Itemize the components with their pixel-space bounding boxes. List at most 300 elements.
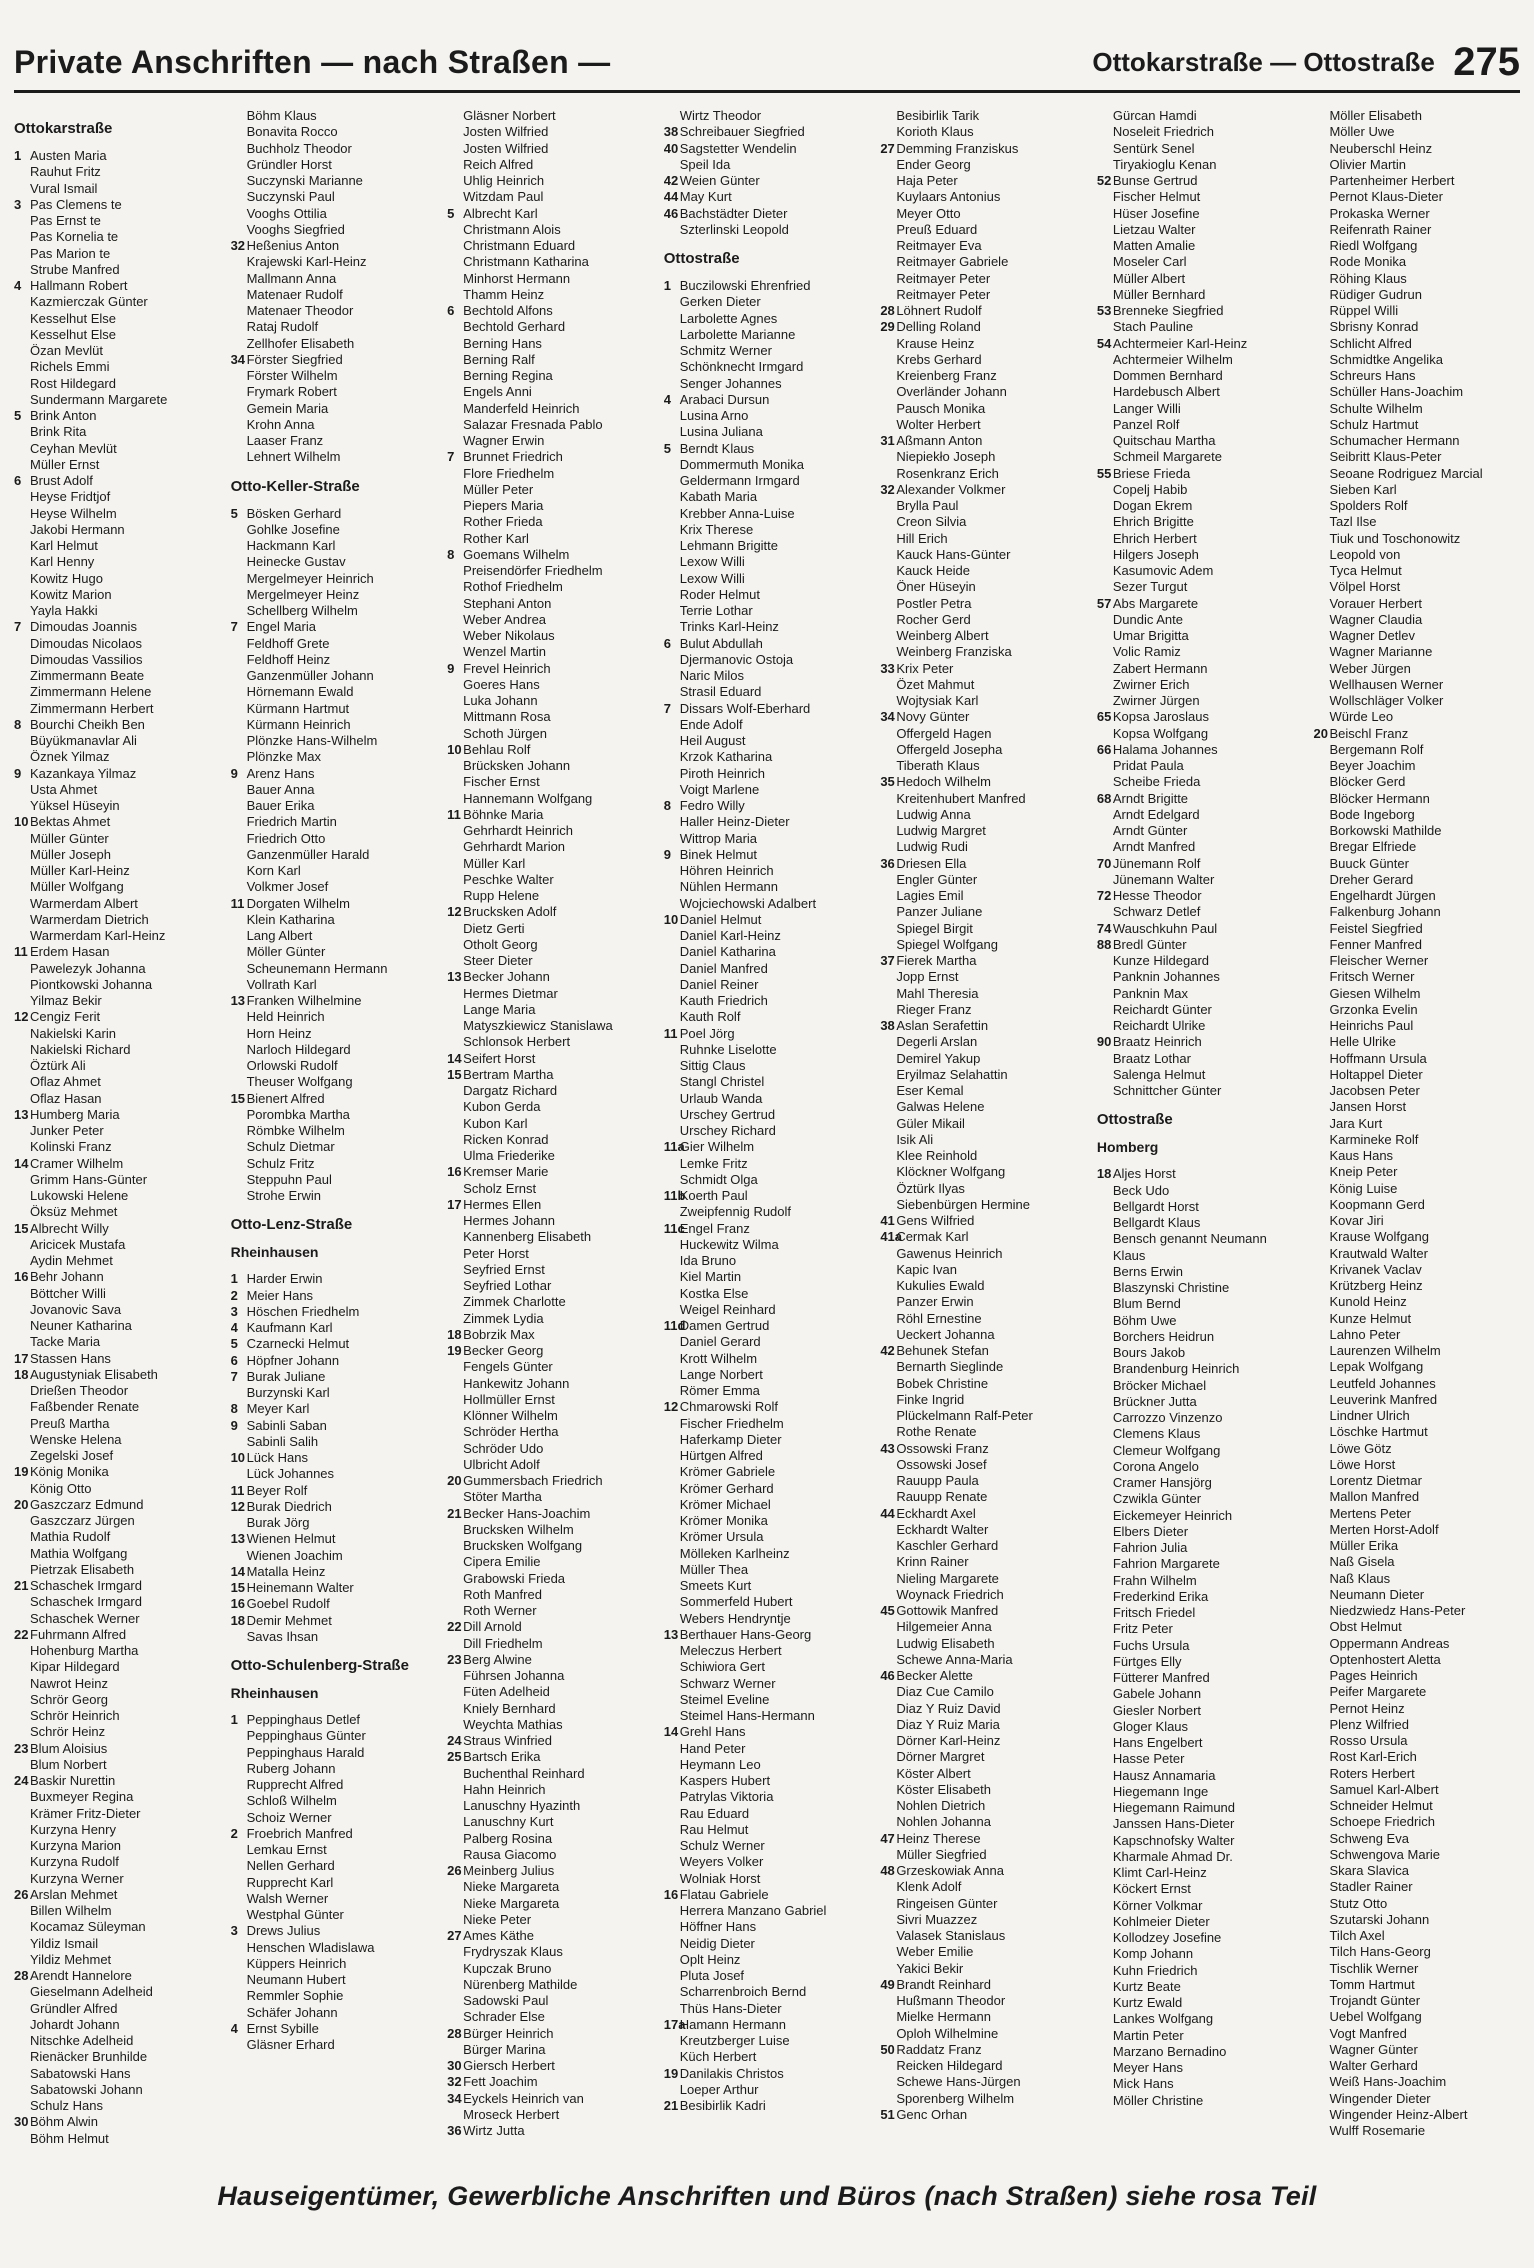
- resident-name: Klöckner Wolfgang: [896, 1164, 1006, 1180]
- resident-name: Westphal Günter: [246, 1907, 344, 1922]
- resident-entry: [1097, 547, 1304, 563]
- resident-name: Buczilowski Ehrenfried: [679, 278, 811, 293]
- resident-name: Dommen Bernhard: [1112, 368, 1223, 383]
- resident-entry: [1097, 1183, 1304, 1199]
- resident-name: Preisendörfer Friedhelm: [463, 563, 603, 578]
- resident-entry: [231, 587, 438, 603]
- resident-name: Hahn Heinrich: [463, 1781, 546, 1797]
- resident-name: Zwirner Jürgen: [1112, 693, 1200, 708]
- resident-entry: [1313, 872, 1520, 888]
- resident-entry: [664, 2082, 871, 2098]
- resident-entry: [14, 1399, 221, 1415]
- resident-entry: [664, 506, 871, 522]
- resident-entry: [14, 1156, 221, 1172]
- resident-entry: [664, 636, 871, 652]
- resident-entry: [1097, 238, 1304, 254]
- resident-name: Bensch genannt Neumann: [1112, 1231, 1267, 1247]
- house-number: 23: [447, 1651, 462, 1667]
- house-number: 22: [447, 1619, 462, 1635]
- resident-entry: [1097, 1849, 1304, 1865]
- resident-entry: [1313, 1961, 1520, 1977]
- resident-name: Krebs Gerhard: [896, 351, 982, 367]
- resident-name: Blöcker Gerd: [1329, 774, 1406, 790]
- resident-name: Langer Willi: [1112, 400, 1181, 416]
- resident-name: Salenga Helmut: [1112, 1066, 1206, 1082]
- resident-name: Dimoudas Nicolaos: [30, 635, 142, 651]
- resident-name: Schwarz Detlef: [1112, 904, 1201, 920]
- resident-name: Nürenberg Mathilde: [463, 1976, 578, 1992]
- resident-name: Fritsch Friedel: [1112, 1605, 1196, 1620]
- house-number: 6: [14, 473, 22, 488]
- resident-name: Ricken Konrad: [463, 1131, 549, 1147]
- resident-entry: [231, 1369, 438, 1385]
- resident-entry: [14, 1286, 221, 1302]
- resident-entry: [880, 1229, 1087, 1245]
- resident-name: Ossowski Josef: [896, 1456, 987, 1472]
- resident-entry: [880, 498, 1087, 514]
- resident-name: Volic Ramiz: [1112, 644, 1181, 660]
- header-right: [1092, 40, 1520, 85]
- resident-entry: [1097, 189, 1304, 205]
- resident-entry: [664, 2001, 871, 2017]
- resident-name: Becker Hans-Joachim: [463, 1505, 591, 1521]
- resident-entry: [447, 921, 654, 937]
- resident-name: Lepak Wolfgang: [1329, 1359, 1424, 1375]
- resident-entry: [1313, 1652, 1520, 1668]
- resident-name: Behlau Rolf: [463, 741, 531, 757]
- resident-entry: [1313, 693, 1520, 709]
- resident-name: Rothe Renate: [896, 1424, 977, 1440]
- resident-name: Gehrhardt Marion: [463, 839, 566, 855]
- resident-name: Tyca Helmut: [1329, 563, 1402, 578]
- resident-entry: [664, 538, 871, 554]
- resident-entry: [231, 1172, 438, 1188]
- resident-entry: [664, 1009, 871, 1025]
- resident-name: Bellgardt Horst: [1112, 1198, 1199, 1214]
- resident-entry: [1097, 157, 1304, 173]
- resident-entry: [14, 1009, 221, 1025]
- resident-name: Blaszynski Christine: [1112, 1280, 1230, 1295]
- resident-entry: [664, 1984, 871, 2000]
- resident-name: Genc Orhan: [896, 2106, 968, 2122]
- resident-entry: [447, 1782, 654, 1798]
- resident-name: Ulma Friederike: [463, 1148, 555, 1163]
- resident-name: Nellen Gerhard: [246, 1858, 335, 1874]
- resident-name: Peppinghaus Günter: [246, 1728, 366, 1744]
- resident-name: Wollschläger Volker: [1329, 693, 1444, 708]
- resident-entry: [231, 1564, 438, 1580]
- resident-name: Rode Monika: [1329, 254, 1407, 270]
- resident-entry: [1097, 1881, 1304, 1897]
- house-number: 13: [230, 1531, 246, 1547]
- resident-entry: [1313, 1863, 1520, 1879]
- resident-name: Matenaer Rudolf: [246, 286, 343, 302]
- resident-entry: [664, 522, 871, 538]
- resident-entry: [14, 1334, 221, 1350]
- resident-name: Strohe Erwin: [246, 1188, 321, 1203]
- house-number: 28: [880, 303, 895, 318]
- resident-name: Schoiz Werner: [246, 1809, 332, 1825]
- resident-entry: [14, 1773, 221, 1789]
- resident-name: Meleczus Herbert: [679, 1643, 782, 1658]
- resident-name: Naß Gisela: [1329, 1554, 1395, 1570]
- resident-entry: [880, 677, 1087, 693]
- house-number: 12: [447, 904, 462, 920]
- resident-name: Flore Friedhelm: [463, 465, 555, 481]
- resident-entry: [880, 1912, 1087, 1928]
- resident-name: Arslan Mehmet: [30, 1886, 118, 1902]
- resident-name: Scholz Ernst: [463, 1180, 537, 1196]
- resident-name: Harder Erwin: [246, 1271, 323, 1287]
- resident-name: Komp Johann: [1112, 1946, 1194, 1962]
- resident-entry: [1313, 726, 1520, 742]
- resident-name: Krause Heinz: [896, 335, 975, 351]
- resident-entry: [447, 1701, 654, 1717]
- resident-name: Wittrop Maria: [679, 830, 758, 846]
- resident-name: Samuel Karl-Albert: [1329, 1781, 1439, 1797]
- resident-entry: [231, 1972, 438, 1988]
- resident-name: Franken Wilhelmine: [246, 993, 362, 1008]
- resident-entry: [14, 1318, 221, 1334]
- resident-entry: [664, 1286, 871, 1302]
- resident-entry: [880, 1961, 1087, 1977]
- resident-name: Goemans Wilhelm: [463, 546, 570, 562]
- resident-name: Skara Slavica: [1329, 1863, 1409, 1878]
- resident-entry: [880, 937, 1087, 953]
- resident-entry: [1097, 1002, 1304, 1018]
- resident-entry: [447, 986, 654, 1002]
- resident-name: Palberg Rosina: [463, 1830, 553, 1846]
- house-number: 32: [447, 2074, 462, 2090]
- resident-entry: [1097, 368, 1304, 384]
- resident-name: Hollmüller Ernst: [463, 1391, 555, 1407]
- resident-name: Sabatowski Johann: [30, 2081, 143, 2097]
- resident-entry: [664, 1529, 871, 1545]
- resident-entry: [880, 449, 1087, 465]
- resident-entry: [1313, 206, 1520, 222]
- resident-name: Krützberg Heinz: [1329, 1278, 1423, 1293]
- resident-name: Rothof Friedhelm: [463, 579, 563, 595]
- resident-entry: [1097, 1443, 1304, 1459]
- resident-entry: [880, 1766, 1087, 1782]
- house-number: 27: [447, 1928, 462, 1943]
- resident-entry: [664, 1594, 871, 1610]
- resident-entry: [880, 1782, 1087, 1798]
- resident-name: Matenaer Theodor: [246, 303, 354, 318]
- resident-entry: [447, 1896, 654, 1912]
- house-number: 21: [14, 1578, 29, 1593]
- resident-name: Walter Gerhard: [1329, 2058, 1418, 2073]
- resident-name: Öner Hüseyin: [896, 579, 976, 595]
- resident-name: Buxmeyer Regina: [30, 1789, 134, 1805]
- resident-name: Mergelmeyer Heinz: [246, 586, 360, 602]
- resident-entry: [1097, 1963, 1304, 1979]
- resident-name: Gummersbach Friedrich: [463, 1473, 603, 1488]
- resident-name: Öztürk Ali: [30, 1058, 86, 1073]
- resident-name: Dommermuth Monika: [679, 456, 804, 472]
- house-number: 15: [14, 1220, 29, 1236]
- resident-name: Mallmann Anna: [246, 270, 337, 286]
- resident-name: Schreurs Hans: [1329, 368, 1416, 383]
- resident-name: Förster Siegfried: [246, 351, 343, 367]
- resident-entry: [1313, 2058, 1520, 2074]
- resident-entry: [880, 1977, 1087, 1993]
- resident-name: Kannenberg Elisabeth: [463, 1229, 592, 1245]
- resident-name: Kipar Hildegard: [30, 1659, 120, 1675]
- resident-name: Schnittcher Günter: [1112, 1083, 1222, 1098]
- resident-entry: [880, 1749, 1087, 1765]
- resident-entry: [880, 1863, 1087, 1879]
- resident-name: Tacke Maria: [30, 1334, 101, 1350]
- house-number: 36: [447, 2123, 462, 2138]
- resident-entry: [880, 1343, 1087, 1359]
- resident-entry: [1313, 1896, 1520, 1912]
- resident-entry: [447, 1717, 654, 1733]
- resident-entry: [664, 1042, 871, 1058]
- resident-name: Bauer Anna: [246, 781, 315, 797]
- resident-name: Schönknecht Irmgard: [679, 359, 804, 375]
- resident-name: Gens Wilfried: [896, 1213, 975, 1228]
- resident-name: Albrecht Willy: [30, 1220, 109, 1236]
- resident-name: Austen Maria: [30, 148, 107, 163]
- resident-name: Reichardt Ulrike: [1112, 1018, 1206, 1033]
- section-title: Private Anschriften — nach Straßen —: [14, 44, 611, 80]
- resident-name: Jacobsen Peter: [1329, 1083, 1420, 1098]
- resident-entry: [1313, 1977, 1520, 1993]
- resident-entry: [1313, 1538, 1520, 1554]
- resident-entry: [880, 222, 1087, 238]
- directory-column: [447, 108, 654, 2144]
- resident-entry: [14, 359, 221, 375]
- resident-name: Hürtgen Alfred: [679, 1448, 763, 1463]
- resident-name: Feldhoff Grete: [246, 635, 330, 651]
- resident-name: Lietzau Walter: [1112, 221, 1196, 237]
- resident-entry: [1313, 1928, 1520, 1944]
- resident-entry: [1097, 1313, 1304, 1329]
- resident-name: Damen Gertrud: [679, 1318, 770, 1333]
- resident-name: Kuhn Friedrich: [1112, 1962, 1198, 1978]
- resident-name: Tiuk und Toschonowitz: [1329, 530, 1461, 546]
- resident-entry: [231, 814, 438, 830]
- house-number: 14: [447, 1050, 462, 1066]
- resident-name: Wenzel Martin: [463, 644, 546, 660]
- resident-name: Scheibe Frieda: [1112, 774, 1201, 790]
- resident-name: Kneip Peter: [1329, 1164, 1398, 1180]
- resident-name: Neumann Dieter: [1329, 1586, 1425, 1602]
- resident-entry: [1313, 856, 1520, 872]
- resident-name: Krix Peter: [896, 660, 954, 676]
- resident-entry: [1097, 2060, 1304, 2076]
- resident-entry: [664, 1074, 871, 1090]
- resident-entry: [1313, 1441, 1520, 1457]
- resident-entry: [447, 937, 654, 953]
- resident-entry: [447, 1051, 654, 1067]
- resident-entry: [231, 1074, 438, 1090]
- resident-name: Bernarth Sieglinde: [896, 1359, 1004, 1375]
- resident-name: Drießen Theodor: [30, 1383, 129, 1398]
- resident-entry: [447, 1197, 654, 1213]
- resident-entry: [447, 2074, 654, 2090]
- resident-name: Kesselhut Else: [30, 310, 116, 326]
- resident-name: Achtermeier Wilhelm: [1112, 351, 1233, 367]
- resident-entry: [1313, 709, 1520, 725]
- resident-entry: [1313, 368, 1520, 384]
- resident-entry: [664, 1806, 871, 1822]
- resident-name: Zimmek Charlotte: [463, 1294, 566, 1310]
- resident-name: Müller Siegfried: [896, 1846, 987, 1862]
- resident-entry: [447, 953, 654, 969]
- resident-entry: [447, 1603, 654, 1619]
- resident-entry: [14, 1204, 221, 1220]
- resident-name: Zimmermann Beate: [30, 668, 145, 683]
- resident-name: Danilakis Christos: [679, 2065, 784, 2081]
- resident-entry: [1097, 1475, 1304, 1491]
- resident-entry: [880, 1278, 1087, 1294]
- resident-entry: [14, 1968, 221, 1984]
- resident-entry: [231, 2037, 438, 2053]
- resident-entry: [231, 636, 438, 652]
- resident-name: Müller Ernst: [30, 456, 100, 472]
- house-number: 28: [14, 1968, 29, 1983]
- resident-entry: [880, 1733, 1087, 1749]
- resident-name: Braatz Heinrich: [1112, 1034, 1202, 1050]
- resident-name: Roth Werner: [463, 1603, 537, 1618]
- resident-name: Berg Alwine: [463, 1651, 532, 1667]
- resident-entry: [880, 579, 1087, 595]
- resident-entry: [1313, 1847, 1520, 1863]
- house-number: 11d: [663, 1318, 686, 1333]
- resident-name: Buchholz Theodor: [246, 140, 352, 156]
- resident-entry: [14, 2114, 221, 2130]
- resident-name: Rupprecht Karl: [246, 1874, 334, 1890]
- resident-name: Huckewitz Wilma: [679, 1236, 779, 1252]
- resident-entry: [231, 831, 438, 847]
- resident-name: Klee Reinhold: [896, 1148, 978, 1163]
- resident-entry: [664, 1334, 871, 1350]
- resident-name: Zabert Hermann: [1112, 660, 1208, 676]
- resident-name: Junker Peter: [30, 1123, 104, 1138]
- resident-name: Sivri Muazzez: [896, 1911, 978, 1927]
- resident-name: Schoepe Friedrich: [1329, 1814, 1435, 1830]
- resident-name: Heyse Fridtjof: [30, 489, 111, 505]
- resident-entry: [880, 141, 1087, 157]
- resident-name: Kovar Jiri: [1329, 1213, 1384, 1228]
- resident-name: Smeets Kurt: [679, 1578, 752, 1593]
- resident-entry: [231, 254, 438, 270]
- resident-entry: [1097, 937, 1304, 953]
- resident-name: Hallmann Robert: [30, 278, 128, 293]
- directory-column: [14, 108, 221, 2144]
- resident-entry: [1097, 1800, 1304, 1816]
- resident-entry: [231, 717, 438, 733]
- street-heading: Otto-Lenz-Straße: [230, 1216, 353, 1234]
- resident-name: Heymann Leo: [679, 1756, 761, 1772]
- resident-entry: [231, 993, 438, 1009]
- resident-name: Ganzenmüller Johann: [246, 668, 374, 683]
- resident-name: Lusina Juliana: [679, 424, 763, 440]
- resident-entry: [447, 1229, 654, 1245]
- resident-name: Mertens Peter: [1329, 1505, 1412, 1521]
- resident-name: Brucksken Wolfgang: [463, 1538, 583, 1553]
- resident-entry: [880, 417, 1087, 433]
- resident-entry: [880, 969, 1087, 985]
- resident-entry: [231, 141, 438, 157]
- resident-name: Mielke Hermann: [896, 2009, 991, 2025]
- resident-entry: [14, 1806, 221, 1822]
- resident-entry: [14, 1091, 221, 1107]
- resident-entry: [14, 961, 221, 977]
- resident-entry: [664, 1789, 871, 1805]
- resident-entry: [664, 1562, 871, 1578]
- resident-entry: [880, 1294, 1087, 1310]
- resident-name: Fett Joachim: [463, 2074, 538, 2090]
- resident-entry: [664, 392, 871, 408]
- resident-name: Janssen Hans-Dieter: [1112, 1816, 1235, 1832]
- resident-name: Jara Kurt: [1329, 1115, 1383, 1131]
- resident-entry: [447, 303, 654, 319]
- resident-entry: [14, 1594, 221, 1610]
- resident-name: Giersch Herbert: [463, 2058, 555, 2073]
- resident-entry: [880, 644, 1087, 660]
- resident-entry: [447, 1733, 654, 1749]
- resident-entry: [231, 1923, 438, 1939]
- resident-name: Schulz Dietmar: [246, 1139, 335, 1155]
- resident-entry: [1097, 791, 1304, 807]
- resident-name: Burak Diedrich: [246, 1498, 332, 1514]
- resident-entry: [880, 823, 1087, 839]
- resident-name: Lukowski Helene: [30, 1188, 129, 1203]
- resident-entry: [1097, 514, 1304, 530]
- resident-entry: [1097, 1621, 1304, 1637]
- resident-name: Neumann Hubert: [246, 1972, 346, 1987]
- resident-entry: [880, 466, 1087, 482]
- resident-entry: [447, 1262, 654, 1278]
- resident-entry: [14, 2098, 221, 2114]
- resident-entry: [447, 1376, 654, 1392]
- resident-entry: [1313, 1489, 1520, 1505]
- resident-name: Steppuhn Paul: [246, 1171, 332, 1187]
- resident-name: Neuner Katharina: [30, 1318, 132, 1333]
- resident-entry: [14, 619, 221, 635]
- resident-name: Krohn Anna: [246, 416, 315, 432]
- house-number: 42: [663, 173, 679, 188]
- resident-entry: [1097, 1215, 1304, 1231]
- resident-name: Zegelski Josef: [30, 1448, 114, 1463]
- resident-name: Speil Ida: [679, 156, 731, 172]
- resident-entry: [14, 1139, 221, 1155]
- resident-entry: [880, 1067, 1087, 1083]
- resident-entry: [447, 1278, 654, 1294]
- house-number: 43: [880, 1440, 895, 1456]
- resident-entry: [231, 571, 438, 587]
- resident-name: Beyer Rolf: [246, 1482, 308, 1498]
- resident-name: Dörner Margret: [896, 1749, 985, 1765]
- resident-name: Schiwiora Gert: [679, 1659, 765, 1675]
- resident-name: Daniel Katharina: [679, 944, 776, 960]
- resident-entry: [880, 384, 1087, 400]
- resident-name: Zimmermann Herbert: [30, 700, 154, 716]
- house-number: 17a: [663, 2016, 686, 2032]
- resident-entry: [231, 1956, 438, 1972]
- resident-name: Rupprecht Alfred: [246, 1777, 344, 1792]
- resident-name: Daniel Helmut: [679, 911, 762, 927]
- resident-entry: [664, 2049, 871, 2065]
- resident-entry: [880, 1879, 1087, 1895]
- resident-name: Arndt Brigitte: [1112, 790, 1189, 806]
- resident-name: Haferkamp Dieter: [679, 1431, 782, 1447]
- resident-name: Krzok Katharina: [679, 749, 773, 765]
- resident-entry: [664, 1854, 871, 1870]
